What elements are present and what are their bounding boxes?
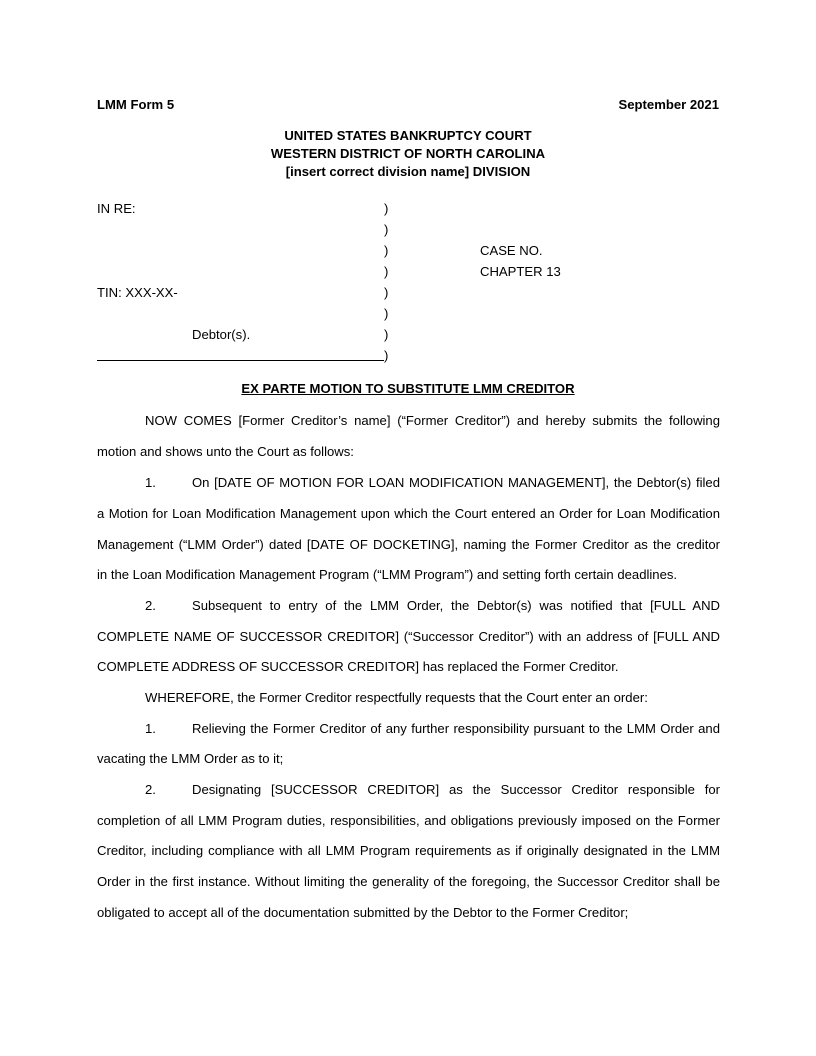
- paragraph-number: 2.: [145, 598, 156, 613]
- relief-line: completion of all LMM Program duties, responsibilities, and obligations previously imposed on the Former: [97, 813, 720, 828]
- relief-number: 1.: [145, 721, 156, 736]
- paragraph-number: 1.: [145, 475, 156, 490]
- form-date: September 2021: [618, 97, 719, 112]
- paragraph-line: a Motion for Loan Modification Management upon which the Court entered an Order for Loan Modification: [97, 506, 720, 521]
- caption-rule: [97, 360, 384, 361]
- court-name: UNITED STATES BANKRUPTCY COURT: [284, 128, 532, 143]
- case-no-label: CASE NO.: [480, 243, 543, 258]
- relief-line: Designating [SUCCESSOR CREDITOR] as the Successor Creditor responsible for: [192, 782, 720, 797]
- in-re-label: IN RE:: [97, 201, 136, 216]
- paragraph-line: Subsequent to entry of the LMM Order, the Debtor(s) was notified that [FULL AND: [192, 598, 720, 613]
- debtor-label: Debtor(s).: [192, 327, 251, 342]
- tin-label: TIN: XXX-XX-: [97, 285, 178, 300]
- caption-paren: ): [384, 201, 389, 216]
- intro-line: NOW COMES [Former Creditor’s name] (“Former Creditor”) and hereby submits the following: [145, 413, 720, 428]
- caption-paren: ): [384, 327, 389, 342]
- relief-number: 2.: [145, 782, 156, 797]
- paragraph-line: COMPLETE ADDRESS OF SUCCESSOR CREDITOR] has replaced the Former Creditor.: [97, 659, 619, 674]
- court-division: [insert correct division name] DIVISION: [285, 164, 531, 179]
- caption-paren: ): [384, 264, 389, 279]
- relief-line: vacating the LMM Order as to it;: [97, 751, 284, 766]
- motion-title: EX PARTE MOTION TO SUBSTITUTE LMM CREDITOR: [241, 381, 575, 396]
- intro-line: motion and shows unto the Court as follows:: [97, 444, 354, 459]
- paragraph-line: in the Loan Modification Management Program (“LMM Program”) and setting forth certain deadlines.: [97, 567, 678, 582]
- caption-paren: ): [384, 306, 389, 321]
- wherefore-line: WHEREFORE, the Former Creditor respectfully requests that the Court enter an order:: [145, 690, 648, 705]
- caption-paren: ): [384, 285, 389, 300]
- paragraph-line: On [DATE OF MOTION FOR LOAN MODIFICATION MANAGEMENT], the Debtor(s) filed: [192, 475, 720, 490]
- caption-paren: ): [384, 348, 389, 363]
- form-name: LMM Form 5: [97, 97, 175, 112]
- relief-line: Relieving the Former Creditor of any further responsibility pursuant to the LMM Order and: [192, 721, 720, 736]
- chapter-label: CHAPTER 13: [480, 264, 561, 279]
- relief-line: Creditor, including compliance with all LMM Program requirements as if originally designated in the LMM: [97, 843, 720, 858]
- relief-line: obligated to accept all of the documentation submitted by the Debtor to the Former Creditor;: [97, 905, 629, 920]
- relief-line: Order in the first instance. Without limiting the generality of the foregoing, the Successor Creditor shall be: [97, 874, 720, 889]
- court-district: WESTERN DISTRICT OF NORTH CAROLINA: [270, 146, 546, 161]
- paragraph-line: COMPLETE NAME OF SUCCESSOR CREDITOR] (“Successor Creditor”) with an address of [FULL AND: [97, 629, 720, 644]
- caption-paren: ): [384, 243, 389, 258]
- paragraph-line: Management (“LMM Order”) dated [DATE OF DOCKETING], naming the Former Creditor as the creditor: [97, 537, 720, 552]
- caption-paren: ): [384, 222, 389, 237]
